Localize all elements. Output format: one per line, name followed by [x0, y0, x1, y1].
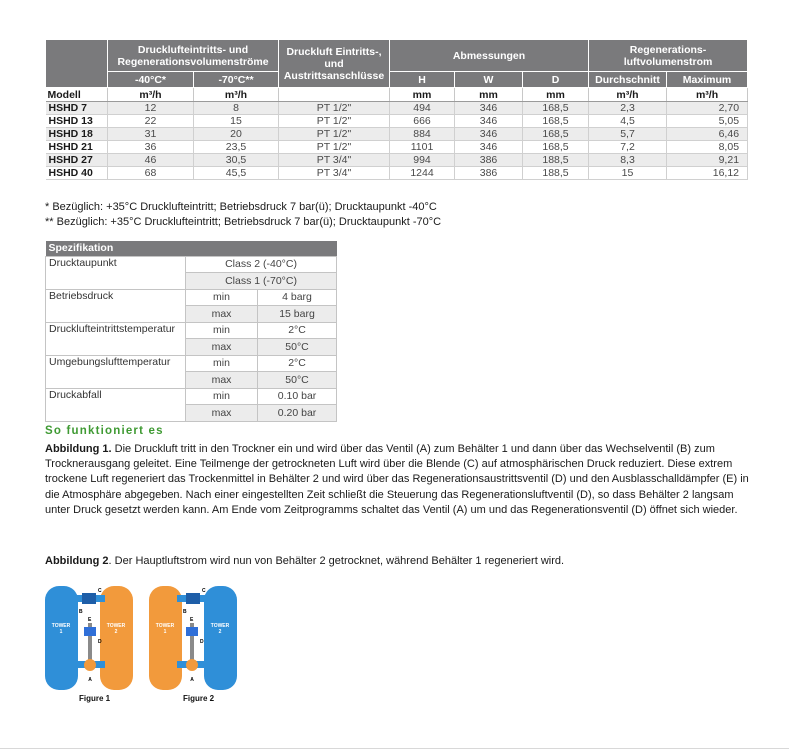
cell-model: HSHD 7 [46, 102, 108, 115]
cell-flow-40: 31 [108, 128, 194, 141]
cell-dim-h: 666 [390, 115, 455, 128]
cell-dim-h: 884 [390, 128, 455, 141]
cell-regen-avg: 4,5 [589, 115, 667, 128]
label-a: A [88, 677, 92, 683]
tower2-number: 2 [114, 629, 118, 635]
cell-regen-max: 5,05 [667, 115, 748, 128]
figure2-description [45, 554, 750, 569]
spec-label-pressure: Betriebsdruck [46, 289, 186, 322]
cell-dim-w: 386 [455, 167, 523, 180]
regen-valve-d [84, 627, 96, 636]
header-flow-70: -70°C** [194, 72, 279, 88]
header-model-spacer [46, 40, 108, 88]
spec-ambient-max-label: max [186, 372, 258, 389]
cell-connection: PT 3/4" [279, 154, 390, 167]
cell-model: HSHD 18 [46, 128, 108, 141]
cell-flow-70: 8 [194, 102, 279, 115]
cell-regen-max: 9,21 [667, 154, 748, 167]
figure2-label: Abbildung 2 [45, 555, 109, 567]
spec-inlet-max: 50°C [258, 339, 337, 356]
inlet-valve-a [84, 659, 96, 671]
section-heading: So funktioniert es [45, 425, 164, 437]
unit-dim-d: mm [523, 88, 589, 102]
spec-ambient-min-label: min [186, 355, 258, 372]
figure1-diagram [43, 583, 135, 695]
cell-dim-d: 168,5 [523, 128, 589, 141]
label-a: A [190, 677, 194, 683]
figure1-text: Die Druckluft tritt in den Trockner ein und wird über das Ventil (A) zum Behälter 1 und dann über das Wechselventil (B) zum Trocknerausgang geleitet. Eine Teilmenge der getrockneten Luft wird über die Blende (C) auf atmosphärischen Druck reduziert. Diese extrem trockene Luft regeneriert das Trockenmittel in Behälter 2 und wird über das Regenerationsaustrittsventil (D) und den Ausblasschalldämpfer (E) in die Atmosphäre abgegeben. Nach einer eingestellten Zeit schließt die Steuerung das Regenerationsluftventil (D), so dass Behälter 2 langsam unter Druck gesetzt werden kann. Am Ende vom Zeitprogramms schaltet das Ventil (A) um und das Regenerationsventil (D) öffnet sich wieder. [45, 443, 749, 516]
header-flow-group: Drucklufteintritts- und Regenerationsvolumenströme [108, 40, 279, 72]
cell-flow-40: 22 [108, 115, 194, 128]
spec-inlet-min-label: min [186, 322, 258, 339]
table-row [46, 141, 748, 154]
units-row [46, 88, 748, 102]
cell-connection: PT 3/4" [279, 167, 390, 180]
label-e: E [190, 617, 194, 623]
cell-regen-max: 8,05 [667, 141, 748, 154]
tower1-number: 1 [163, 629, 167, 635]
spec-pressure-max: 15 barg [258, 306, 337, 323]
cell-flow-70: 30,5 [194, 154, 279, 167]
unit-flow-70: m³/h [194, 88, 279, 102]
cell-regen-max: 6,46 [667, 128, 748, 141]
spec-pressure-min: 4 barg [258, 289, 337, 306]
spec-drop-max: 0.20 bar [258, 405, 337, 422]
label-b: B [79, 609, 83, 615]
spec-inlet-min: 2°C [258, 322, 337, 339]
tower1-label: TOWER [155, 623, 175, 629]
spec-label-ambient-temp: Umgebungslufttemperatur [46, 355, 186, 388]
label-d: D [200, 639, 204, 645]
unit-regen-max: m³/h [667, 88, 748, 102]
cell-connection: PT 1/2" [279, 115, 390, 128]
cell-regen-avg: 7,2 [589, 141, 667, 154]
tower1-label: TOWER [51, 623, 71, 629]
figure2-text: . Der Hauptluftstrom wird nun von Behälter 2 getrocknet, während Behälter 1 regeneriert wird. [108, 555, 565, 567]
cell-model: HSHD 13 [46, 115, 108, 128]
tower2-label: TOWER [210, 623, 230, 629]
spec-label-dewpoint: Drucktaupunkt [46, 256, 186, 289]
specification-table [45, 241, 337, 422]
regen-valve-d [186, 627, 198, 636]
table-row [46, 115, 748, 128]
spec-title: Spezifikation [46, 241, 337, 256]
cell-connection: PT 1/2" [279, 128, 390, 141]
figure1-caption: Figure 1 [79, 694, 111, 703]
cell-flow-40: 12 [108, 102, 194, 115]
cell-regen-avg: 2,3 [589, 102, 667, 115]
header-dim-w: W [455, 72, 523, 88]
figure1-label: Abbildung 1. [45, 443, 112, 455]
cell-regen-avg: 8,3 [589, 154, 667, 167]
cell-dim-h: 1244 [390, 167, 455, 180]
spec-ambient-max: 50°C [258, 372, 337, 389]
cell-dim-w: 346 [455, 115, 523, 128]
figure1-description [45, 442, 750, 518]
cell-flow-40: 46 [108, 154, 194, 167]
header-dim-h: H [390, 72, 455, 88]
tower2-number: 2 [218, 629, 222, 635]
label-d: D [98, 639, 102, 645]
table-row [46, 128, 748, 141]
cell-dim-d: 188,5 [523, 154, 589, 167]
label-c: C [202, 588, 206, 594]
cell-dim-d: 188,5 [523, 167, 589, 180]
spec-inlet-max-label: max [186, 339, 258, 356]
spec-pressure-max-label: max [186, 306, 258, 323]
cell-regen-max: 2,70 [667, 102, 748, 115]
cell-dim-w: 346 [455, 128, 523, 141]
cell-dim-w: 386 [455, 154, 523, 167]
cell-dim-d: 168,5 [523, 115, 589, 128]
header-regen-max: Maximum [667, 72, 748, 88]
cell-model: HSHD 27 [46, 154, 108, 167]
cell-regen-avg: 15 [589, 167, 667, 180]
cell-model: HSHD 40 [46, 167, 108, 180]
spec-pressure-min-label: min [186, 289, 258, 306]
cell-dim-h: 1101 [390, 141, 455, 154]
table-row [46, 154, 748, 167]
cell-flow-70: 23,5 [194, 141, 279, 154]
unit-flow-40: m³/h [108, 88, 194, 102]
table-row [46, 102, 748, 115]
footnote-70: ** Bezüglich: +35°C Drucklufteintritt; Betriebsdruck 7 bar(ü); Drucktaupunkt -70°C [45, 216, 442, 228]
table-row [46, 167, 748, 180]
cell-regen-max: 16,12 [667, 167, 748, 180]
header-dimensions: Abmessungen [390, 40, 589, 72]
shuttle-valve-b [186, 593, 200, 604]
spec-ambient-min: 2°C [258, 355, 337, 372]
header-dim-d: D [523, 72, 589, 88]
cell-dim-w: 346 [455, 141, 523, 154]
spec-label-pressure-drop: Druckabfall [46, 388, 186, 421]
bottom-divider [0, 748, 789, 749]
footnote-40: * Bezüglich: +35°C Drucklufteintritt; Betriebsdruck 7 bar(ü); Drucktaupunkt -40°C [45, 201, 437, 213]
cell-flow-70: 45,5 [194, 167, 279, 180]
cell-flow-70: 15 [194, 115, 279, 128]
unit-regen-avg: m³/h [589, 88, 667, 102]
inlet-valve-a [186, 659, 198, 671]
cell-regen-avg: 5,7 [589, 128, 667, 141]
spec-drop-min-label: min [186, 388, 258, 405]
cell-connection: PT 1/2" [279, 141, 390, 154]
shuttle-valve-b [82, 593, 96, 604]
cell-flow-70: 20 [194, 128, 279, 141]
label-c: C [98, 588, 102, 594]
unit-dim-h: mm [390, 88, 455, 102]
label-e: E [88, 617, 92, 623]
cell-connection: PT 1/2" [279, 102, 390, 115]
unit-model: Modell [46, 88, 108, 102]
tower1-number: 1 [59, 629, 63, 635]
header-regen-flow: Regenerations-luftvolumenstrom [589, 40, 748, 72]
spec-drop-min: 0.10 bar [258, 388, 337, 405]
figure2-diagram [147, 583, 239, 695]
header-connections: Druckluft Eintritts-, und Austrittsanschlüsse [279, 40, 390, 88]
header-regen-avg: Durchschnitt [589, 72, 667, 88]
cell-flow-40: 68 [108, 167, 194, 180]
cell-dim-d: 168,5 [523, 141, 589, 154]
unit-conn [279, 88, 390, 102]
unit-dim-w: mm [455, 88, 523, 102]
spec-drop-max-label: max [186, 405, 258, 422]
figure2-caption: Figure 2 [183, 694, 215, 703]
cell-dim-w: 346 [455, 102, 523, 115]
header-flow-40: -40°C* [108, 72, 194, 88]
cell-flow-40: 36 [108, 141, 194, 154]
cell-dim-h: 494 [390, 102, 455, 115]
spec-dewpoint-class1: Class 1 (-70°C) [186, 273, 337, 290]
label-b: B [183, 609, 187, 615]
tower2-label: TOWER [106, 623, 126, 629]
cell-dim-h: 994 [390, 154, 455, 167]
dryer-models-table [45, 39, 748, 180]
spec-label-inlet-temp: Drucklufteintrittstemperatur [46, 322, 186, 355]
cell-model: HSHD 21 [46, 141, 108, 154]
spec-dewpoint-class2: Class 2 (-40°C) [186, 256, 337, 273]
cell-dim-d: 168,5 [523, 102, 589, 115]
